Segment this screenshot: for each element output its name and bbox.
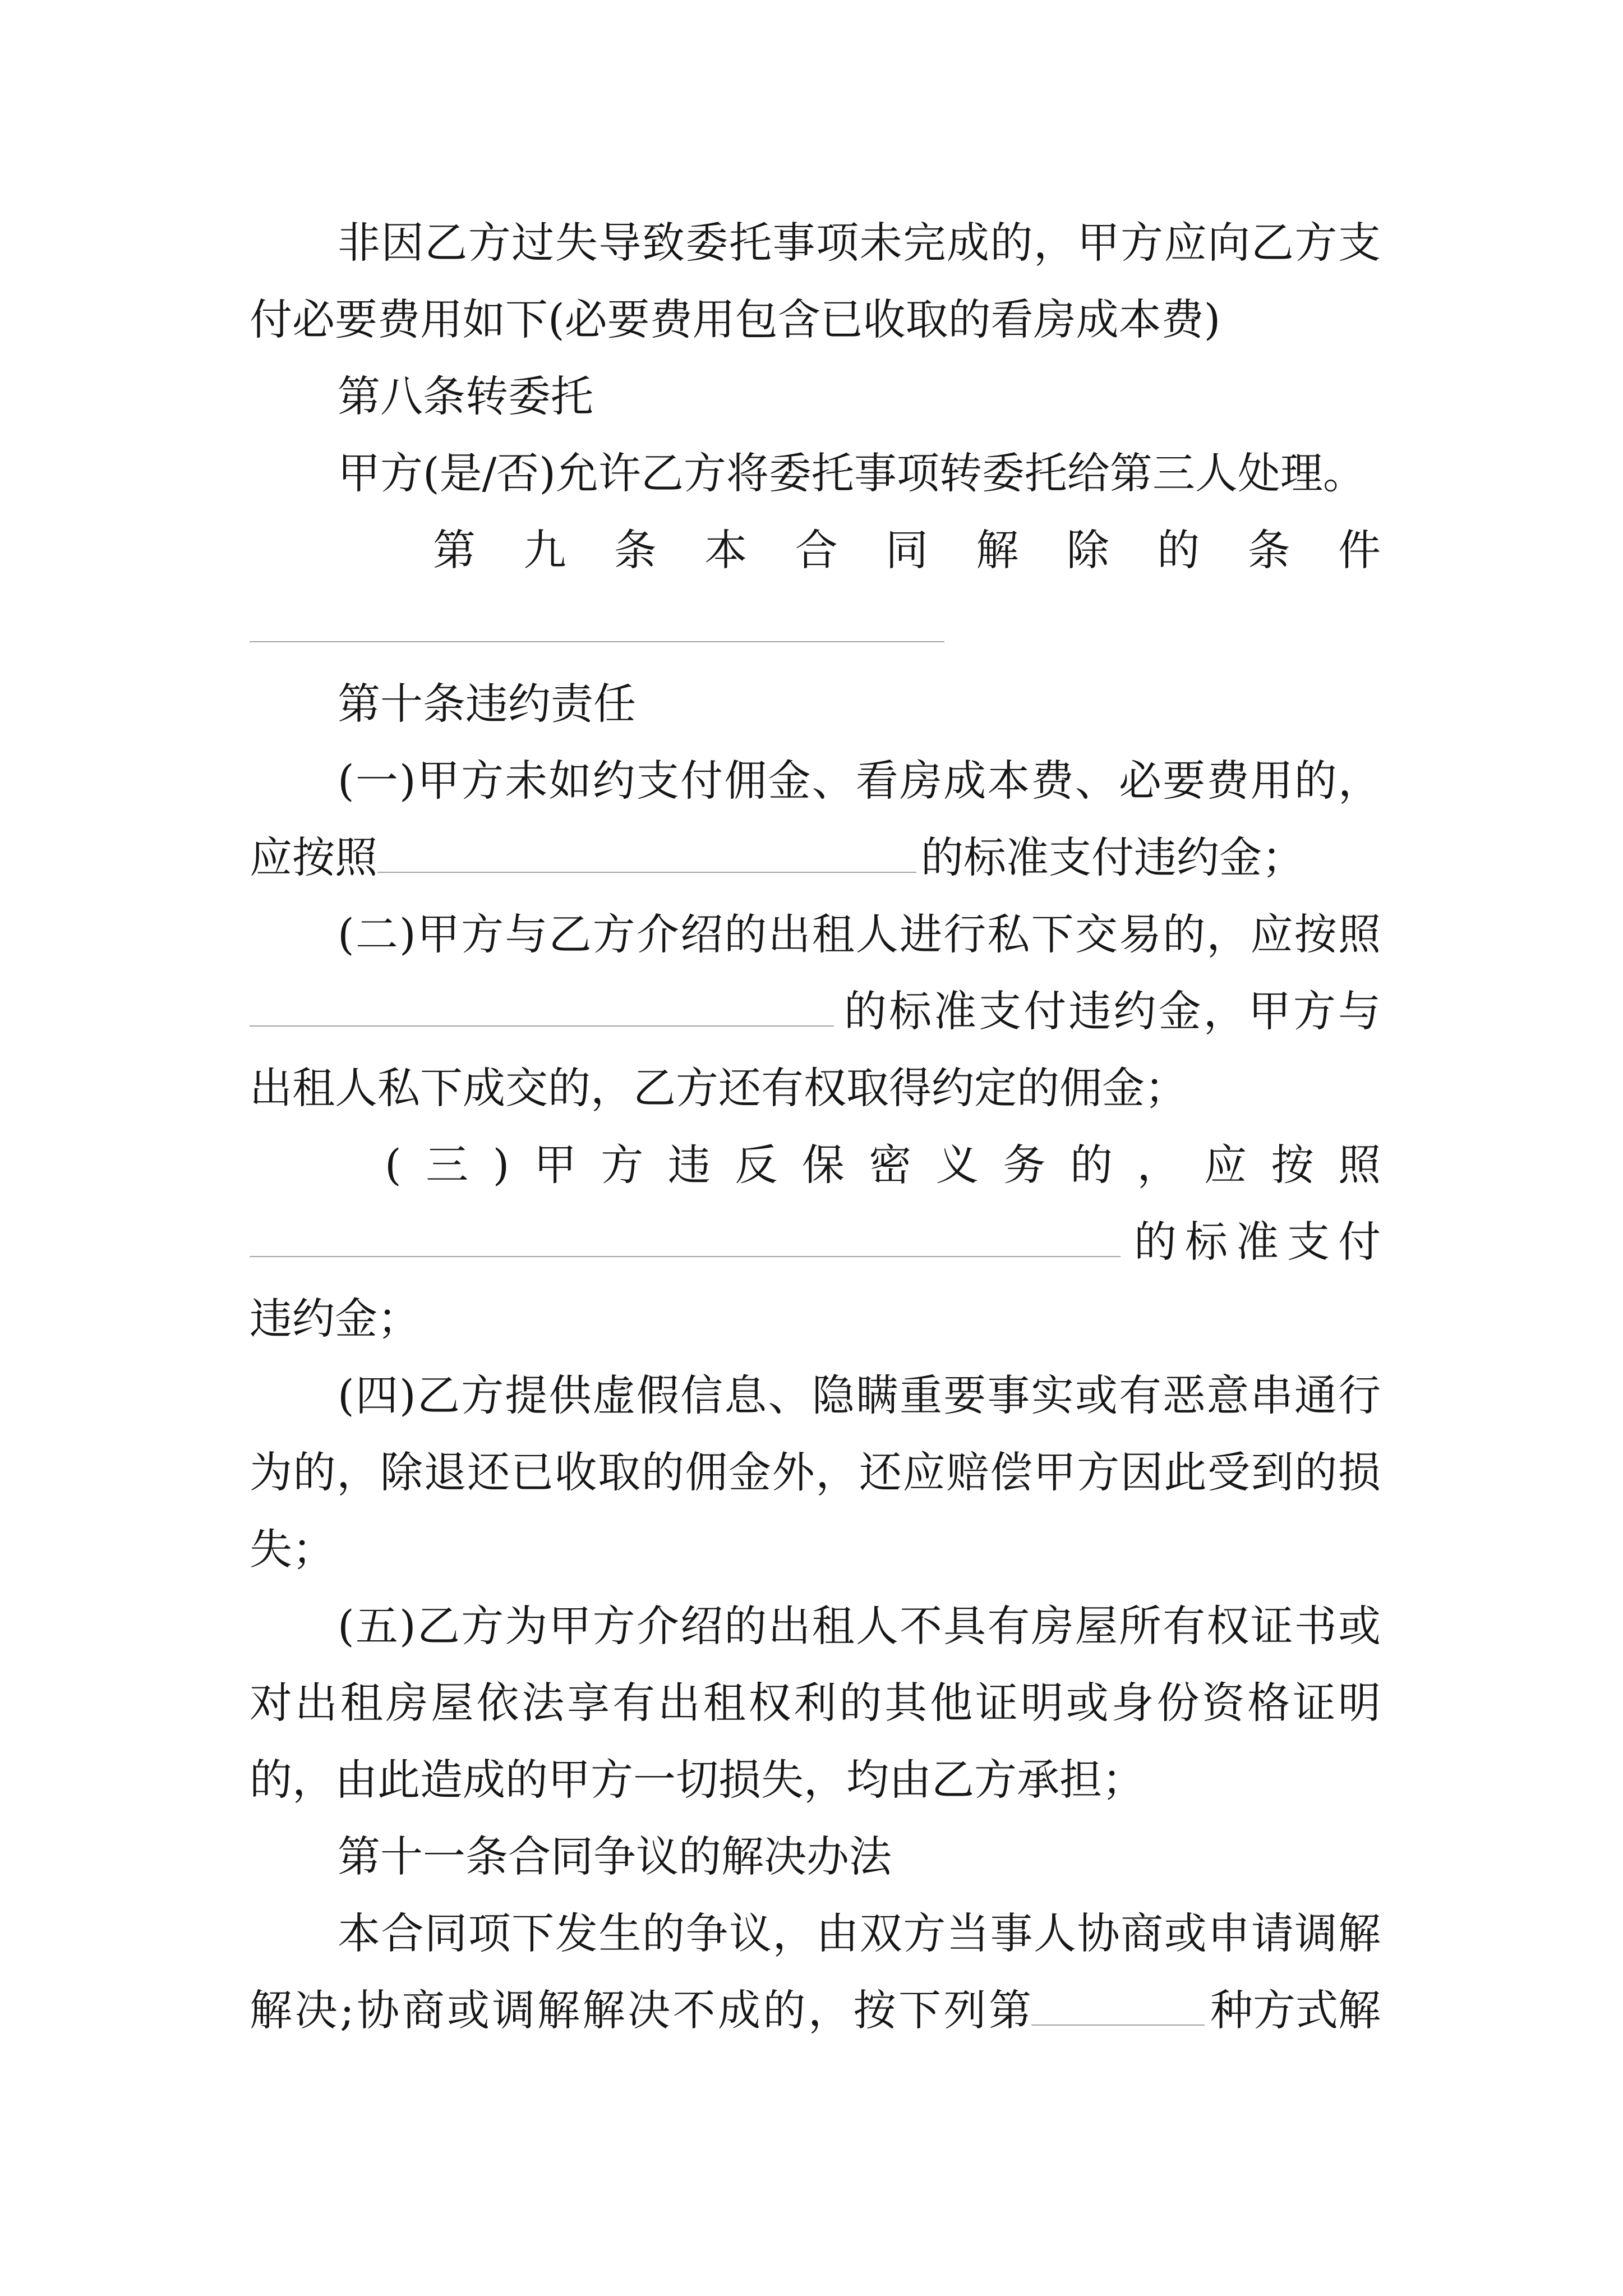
- clause-10-item-3-line-1: [250, 1126, 1381, 1203]
- blank-underline: [250, 996, 834, 1027]
- clause-10-item-2-line-1: (二)甲方与乙方介绍的出租人进行私下交易的，应按照: [338, 909, 1381, 959]
- clause-11-line-1: 本合同项下发生的争议，由双方当事人协商或申请调解: [338, 1908, 1381, 1958]
- clause-11-heading: 第十一条合同争议的解决办法: [338, 1832, 892, 1881]
- clause-10-item-5-line-3: 的，由此造成的甲方一切损失，均由乙方承担；: [250, 1755, 1145, 1805]
- clause-10-heading: 第十条违约责任: [338, 679, 636, 729]
- clause-11-line-2: [250, 1972, 1381, 2049]
- text-segment: 解决;协商或调解解决不成的，按下列第: [250, 1985, 1031, 2035]
- text-segment: 应按照: [250, 832, 377, 882]
- clause-7-line-2: 付必要费用如下(必要费用包含已收取的看房成本费): [250, 295, 1221, 344]
- blank-underline: [250, 1227, 1121, 1257]
- clause-9-blank-line: [250, 588, 1381, 665]
- clause-10-item-4-line-2: 为的，除退还已收取的佣金外，还应赔偿甲方因此受到的损: [250, 1447, 1381, 1497]
- text-segment: 的标准支付违约金；: [921, 832, 1304, 882]
- clause-10-item-1-line-2: [250, 819, 1381, 896]
- clause-10-item-4-line-1: (四)乙方提供虚假信息、隐瞒重要事实或有恶意串通行: [338, 1370, 1381, 1420]
- clause-8-text: 甲方(是/否)允许乙方将委托事项转委托给第三人处理。: [338, 448, 1366, 498]
- text-segment: 的标准支付: [1134, 1217, 1381, 1267]
- clause-10-item-3-line-2: [250, 1203, 1381, 1280]
- clause-8-heading: 第八条转委托: [338, 371, 593, 421]
- text-segment: 种方式解: [1210, 1985, 1381, 2035]
- clause-10-item-1-line-1: (一)甲方未如约支付佣金、看房成本费、必要费用的，: [338, 756, 1381, 806]
- clause-10-item-4-line-3: 失；: [250, 1524, 335, 1574]
- clause-10-item-2-line-2: [250, 973, 1381, 1050]
- text-segment: 的标准支付违约金，甲方与: [844, 986, 1381, 1036]
- clause-10-item-3-line-3: 违约金；: [250, 1294, 420, 1343]
- blank-underline: [377, 843, 916, 873]
- clause-9-heading: 第九条本合同解除的条件: [433, 525, 1381, 575]
- text-segment: (三)甲方违反保密义务的，应按照: [385, 1140, 1381, 1190]
- clause-7-line-1: 非因乙方过失导致委托事项未完成的，甲方应向乙方支: [338, 218, 1381, 268]
- contract-text: [250, 204, 1381, 2049]
- blank-underline: [1031, 1995, 1205, 2026]
- clause-10-item-5-line-1: (五)乙方为甲方介绍的出租人不具有房屋所有权证书或: [338, 1601, 1381, 1651]
- clause-10-item-2-line-3: 出租人私下成交的，乙方还有权取得约定的佣金；: [250, 1063, 1187, 1113]
- blank-underline: [250, 612, 944, 642]
- clause-9-heading-line: [250, 512, 1381, 588]
- clause-10-item-5-line-2: 对出租房屋依法享有出租权利的其他证明或身份资格证明: [250, 1678, 1381, 1728]
